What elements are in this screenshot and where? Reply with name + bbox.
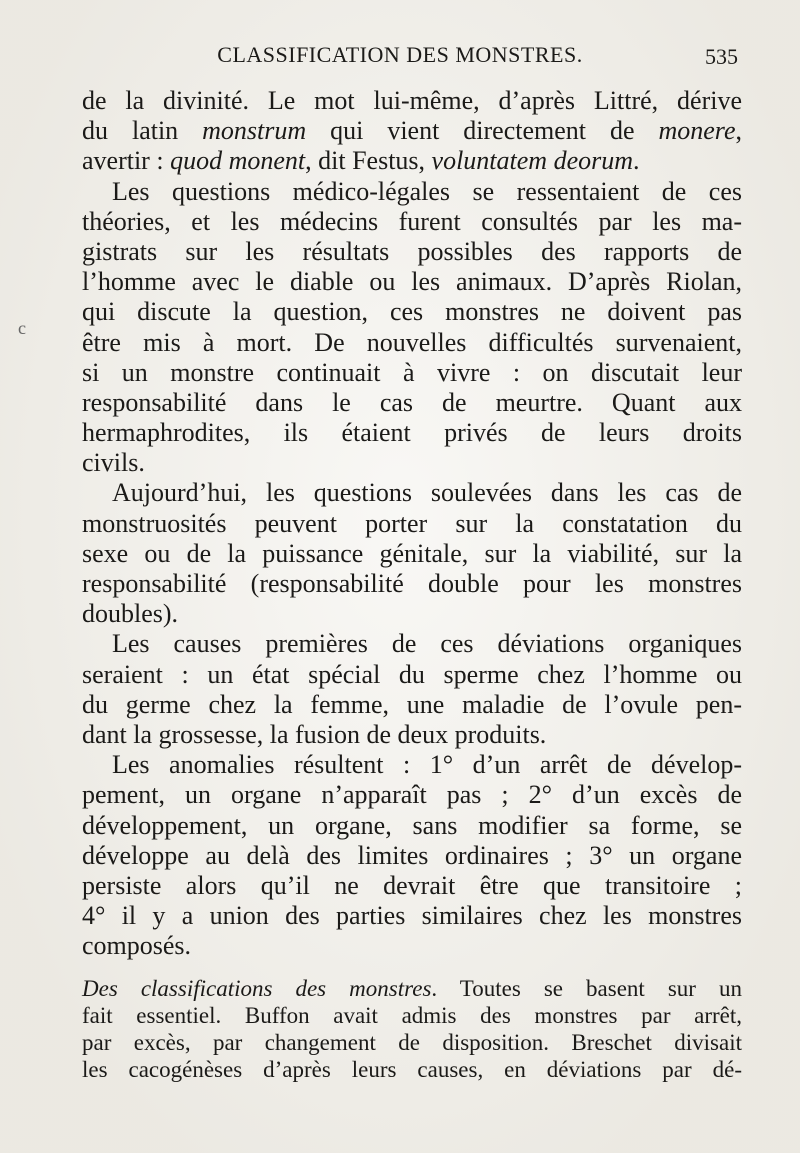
text-line	[82, 780, 742, 810]
text-run: Les questions médico-légales se ressentaient de ces	[112, 176, 742, 206]
text-run: 4° il y a union des parties similaires chez les monstres	[82, 901, 742, 931]
text-run: seraient : un état spécial du sperme chez l’homme ou	[82, 659, 742, 689]
italic-text: Des classifications des monstres	[82, 976, 432, 1002]
text-run: monstruosités peuvent porter sur la constatation du	[82, 508, 742, 538]
text-line	[82, 975, 742, 1002]
text-run: persiste alors qu’il ne devrait être que transitoire ;	[82, 870, 742, 900]
text-line	[82, 1002, 742, 1029]
text-run: théories, et les médecins furent consultés par les ma-	[82, 206, 742, 236]
text-run: si un monstre continuait à vivre : on discutait leur	[82, 357, 742, 387]
text-line	[82, 629, 742, 659]
margin-mark: c	[18, 318, 26, 338]
text-line	[82, 1056, 742, 1083]
text-line	[82, 328, 742, 358]
text-line	[82, 146, 742, 176]
text-run: sexe ou de la puissance génitale, sur la viabilité, sur la	[82, 538, 742, 568]
text-line	[82, 478, 742, 508]
text-line	[82, 116, 742, 146]
text-run: civils.	[82, 448, 145, 478]
text-run: qui discute la question, ces monstres ne doivent pas	[82, 297, 742, 327]
text-line	[82, 358, 742, 388]
text-run: Aujourd’hui, les questions soulevées dans les cas de	[112, 478, 742, 508]
text-run: dant la grossesse, la fusion de deux produits.	[82, 719, 547, 749]
text-run: développement, un organe, sans modifier sa forme, se	[82, 810, 742, 840]
text-line	[82, 297, 742, 327]
text-line	[82, 750, 742, 780]
text-run: responsabilité dans le cas de meurtre. Quant aux	[82, 387, 742, 417]
text-line	[82, 207, 742, 237]
text-run: avertir :	[82, 146, 171, 176]
text-line	[82, 237, 742, 267]
text-line	[82, 901, 742, 931]
text-run: Les anomalies résultent : 1° d’un arrêt de dévelop-	[112, 750, 742, 780]
text-line	[82, 86, 742, 116]
text-run: développe au delà des limites ordinaires ; 3° un organe	[82, 840, 742, 870]
text-line	[82, 509, 742, 539]
section-gap	[82, 961, 742, 975]
text-line	[82, 418, 742, 448]
running-head	[0, 42, 800, 76]
text-run: hermaphrodites, ils étaient privés de leurs droits	[82, 418, 742, 448]
text-run: l’homme avec le diable ou les animaux. D’après Riolan,	[82, 267, 742, 297]
text-run: fait essentiel. Buffon avait admis des monstres par arrêt,	[82, 1003, 742, 1029]
text-run: du latin	[82, 116, 203, 146]
text-line	[82, 177, 742, 207]
text-line	[82, 569, 742, 599]
text-line	[82, 660, 742, 690]
text-line	[82, 811, 742, 841]
text-run: Les causes premières de ces déviations organiques	[112, 629, 742, 659]
italic-text: voluntatem deorum	[431, 146, 634, 176]
text-run: .	[633, 146, 640, 176]
text-run: ,	[735, 116, 742, 146]
body-text	[82, 86, 742, 1083]
text-line	[82, 448, 742, 478]
italic-text: monstrum	[202, 116, 307, 146]
text-run: du germe chez la femme, une maladie de l’ovule pen-	[82, 689, 742, 719]
text-line	[82, 267, 742, 297]
text-run: de la divinité. Le mot lui-même, d’après Littré, dérive	[82, 86, 742, 115]
page-number: 535	[705, 44, 738, 69]
text-run: être mis à mort. De nouvelles difficultés survenaient,	[82, 327, 742, 357]
text-line	[82, 690, 742, 720]
text-line	[82, 931, 742, 961]
text-run: responsabilité (responsabilité double pour les monstres	[82, 569, 742, 598]
text-run: doubles).	[82, 599, 179, 629]
text-line	[82, 599, 742, 629]
text-line	[82, 720, 742, 750]
text-line	[82, 871, 742, 901]
text-line	[82, 1029, 742, 1056]
text-run: les cacogénèses d’après leurs causes, en déviations par dé-	[82, 1057, 742, 1083]
text-run: par excès, par changement de disposition. Breschet divisait	[82, 1030, 742, 1056]
text-line	[82, 539, 742, 569]
text-run: , dit Festus,	[305, 146, 432, 176]
italic-text: monere	[658, 116, 736, 146]
text-line	[82, 388, 742, 418]
italic-text: quod monent	[170, 146, 306, 176]
text-line	[82, 841, 742, 871]
text-run: qui vient directement de	[306, 116, 659, 146]
text-run: . Toutes se basent sur un	[431, 976, 743, 1002]
text-run: composés.	[82, 931, 192, 961]
running-title: CLASSIFICATION DES MONSTRES.	[217, 42, 583, 67]
text-run: gistrats sur les résultats possibles des rapports de	[82, 236, 742, 266]
text-run: pement, un organe n’apparaît pas ; 2° d’un excès de	[82, 780, 742, 810]
